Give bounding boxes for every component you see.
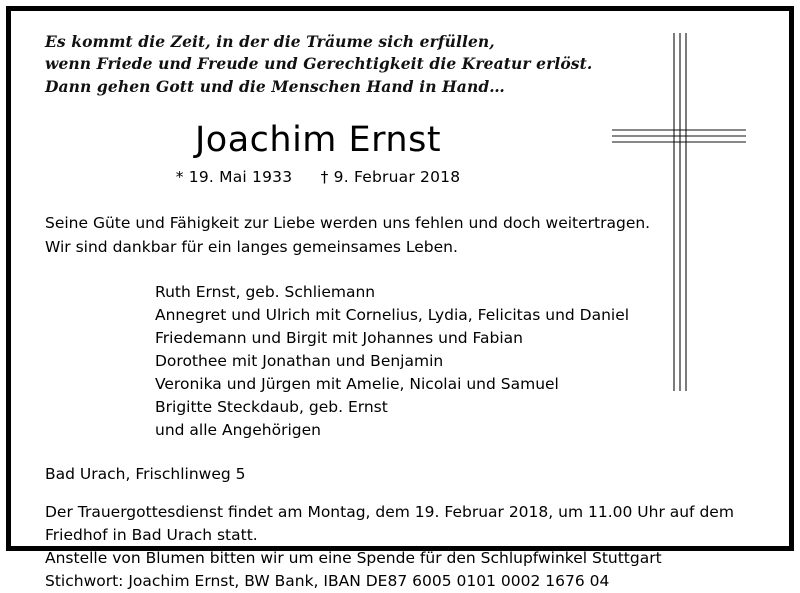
list-item: und alle Angehörigen	[155, 420, 321, 439]
verse-line-2: wenn Friede und Freude und Gerechtigkeit die Kreatur erlöst.	[45, 54, 593, 74]
verse-block	[45, 31, 665, 98]
tribute-line-1: Seine Güte und Fähigkeit zur Liebe werden uns fehlen und doch weitertragen.	[45, 214, 651, 233]
service-details	[45, 501, 769, 593]
tribute-line-2: Wir sind dankbar für ein langes gemeinsames Leben.	[45, 237, 458, 256]
list-item: Friedemann und Birgit mit Johannes und Fabian	[155, 328, 523, 347]
verse-line-1: Es kommt die Zeit, in der die Träume sich erfüllen,	[45, 32, 495, 51]
list-item: Ruth Ernst, geb. Schliemann	[155, 282, 376, 301]
list-item: Veronika und Jürgen mit Amelie, Nicolai und Samuel	[155, 374, 559, 393]
service-line-1: Der Trauergottesdienst findet am Montag, dem 19. Februar 2018, um 11.00 Uhr auf dem	[45, 503, 734, 522]
list-item: Dorothee mit Jonathan und Benjamin	[155, 351, 444, 370]
list-item: Annegret und Ulrich mit Cornelius, Lydia, Felicitas und Daniel	[155, 305, 630, 324]
death-date: † 9. Februar 2018	[320, 168, 461, 187]
service-line-4: Stichwort: Joachim Ernst, BW Bank, IBAN DE87 6005 0101 0002 1676 04	[45, 572, 610, 591]
verse-line-3: Dann gehen Gott und die Menschen Hand in Hand…	[45, 76, 505, 96]
service-line-2: Friedhof in Bad Urach statt.	[45, 526, 258, 545]
obituary-content	[11, 11, 789, 591]
address-line: Bad Urach, Frischlinweg 5	[45, 465, 246, 484]
cross-icon	[612, 33, 747, 393]
obituary-frame	[6, 6, 794, 591]
deceased-name: Joachim Ernst	[194, 120, 442, 161]
service-line-3: Anstelle von Blumen bitten wir um eine Spende für den Schlupfwinkel Stuttgart	[45, 549, 662, 568]
birth-date: * 19. Mai 1933	[175, 168, 293, 187]
list-item: Brigitte Steckdaub, geb. Ernst	[155, 397, 388, 416]
